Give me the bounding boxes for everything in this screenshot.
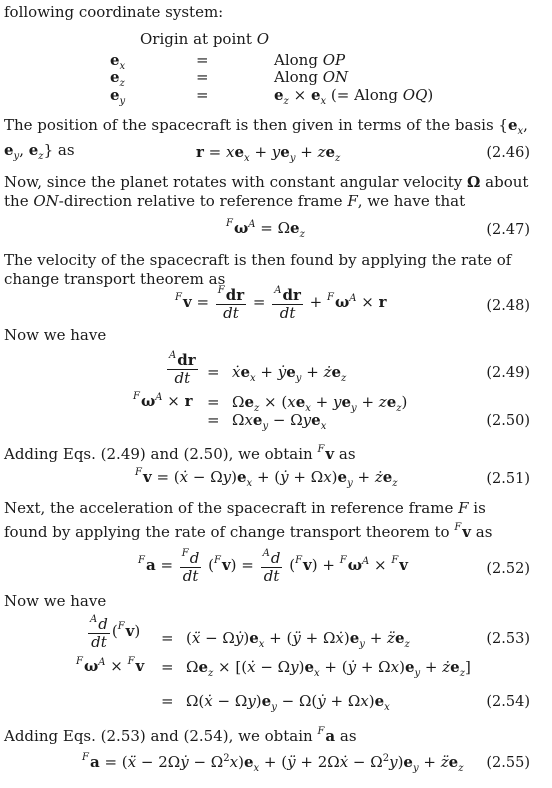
equation-2-50-eq1: = (207, 393, 220, 411)
paragraph-angular-velocity: Now, since the planet rotates with constant angular velocity Ω about the ON-direction relative to reference frame F, we have that (4, 173, 529, 210)
equation-2-54-eq2: = (161, 692, 174, 710)
eqno-2-54: (2.54) (486, 694, 530, 710)
equation-2-53-rhs: (ẍ − $\Omega ẏ)e_x$ + (ÿ + $\Omega ẋ)e_y$ + $z̈e_z$ (186, 629, 410, 650)
eqno-2-51: (2.51) (486, 471, 530, 487)
eqno-2-46: (2.46) (486, 145, 530, 161)
eqno-2-53: (2.53) (486, 631, 530, 647)
equation-2-54-lhs: $^F\omega^A \times ^Fv$ (76, 656, 145, 675)
paragraph-adding-2: Adding Eqs. (2.53) and (2.54), we obtain $^F$a as (4, 726, 357, 745)
eqno-2-52: (2.52) (486, 561, 530, 577)
equation-2-49-rhs: ẋe$_x$ + ẏe$_y$ + $że_z$ (232, 363, 347, 384)
basis-row-ey: $e_y$ (110, 86, 126, 107)
equation-2-46: $r = xe_x + ye_y + ze_z$ (196, 143, 341, 164)
basis-desc-ey: $e_z \times e_x$ (= Along OQ) (274, 86, 434, 107)
equation-2-50-lhs: $^F\omega^A \times r$ (133, 391, 193, 410)
paragraph-now-we-have-1: Now we have (4, 326, 107, 344)
eqno-2-48: (2.48) (486, 298, 530, 314)
equation-2-53-eq: = (161, 629, 174, 647)
equation-2-50-eq2: = (207, 411, 220, 429)
origin-label: Origin at point O (140, 30, 270, 48)
equation-2-54-rhs2: Ω(ẋ − $\Omega y)e_y$ − Ω(ẏ + $\Omega x)e_x$ (186, 692, 390, 713)
equation-2-47: $^F\omega^A = \Omega e_z$ (226, 218, 305, 240)
equation-2-48: $^F$v = $\frac{^Fdr}{dt}$ = $\frac{^Adr}{dt}$ + $^F\omega^A \times r$ (175, 285, 387, 322)
paragraph-now-we-have-2: Now we have (4, 592, 107, 610)
basis-eq-ey: = (196, 86, 209, 104)
basis-eq-ez: = (196, 68, 209, 86)
equation-2-54-rhs1: $\Omega e_z$ × [(ẋ − $\Omega y)e_x$ + (ẏ + $\Omega x)e_y$ + $że_z$] (186, 658, 471, 679)
equation-2-50-rhs1: $\Omega e_z \times (xe_x + ye_y + ze_z)$ (232, 393, 408, 414)
equation-2-52: $^F$a = $\frac{^Fd}{dt}$ ($^F$v) = $\frac{^Ad}{dt}$ $(^Fv) + ^F\omega^A \times ^Fv$ (138, 548, 408, 585)
paragraph-position: The position of the spacecraft is then given in terms of the basis {$e_x$, $e_y$, $e_z$} as (4, 116, 528, 162)
eqno-2-47: (2.47) (486, 222, 530, 238)
basis-row-ez: $e_z$ (110, 68, 125, 89)
eqno-2-49: (2.49) (486, 365, 530, 381)
basis-desc-ez: Along ON (274, 68, 349, 86)
intro-text: following coordinate system: (4, 3, 224, 21)
basis-desc-ex: Along OP (274, 51, 346, 69)
paragraph-acceleration: Next, the acceleration of the spacecraft in reference frame F is found by applying the rate of change transport theorem to $^F$v as (4, 499, 493, 541)
equation-2-53-lhs: $\frac{^Ad}{dt}$ ($^F$v) (90, 614, 141, 651)
eqno-2-50: (2.50) (486, 413, 530, 429)
eqno-2-55: (2.55) (486, 755, 530, 771)
basis-row-ex: $e_x$ (110, 51, 126, 72)
equation-2-49-eq: = (207, 363, 220, 381)
equation-2-51: $^F$v = (ẋ − $\Omega y)e_x$ + (ẏ + $\Omega x)e_y$ + $że_z$ (135, 467, 398, 489)
equation-2-50-rhs2: Ωxe$_y$ − Ωye$_x$ (232, 411, 327, 432)
paragraph-adding-1: Adding Eqs. (2.49) and (2.50), we obtain $^F$v as (4, 444, 356, 463)
paragraph-velocity: The velocity of the spacecraft is then found by applying the rate of change transport theorem as (4, 251, 512, 288)
basis-eq-ex: = (196, 51, 209, 69)
equation-2-49-lhs: $\frac{^Adr}{dt}$ (169, 350, 196, 387)
equation-2-54-eq1: = (161, 658, 174, 676)
equation-2-55: $^F$a = (ẍ − 2Ωẏ − $\Omega^2x)e_x$ + (ÿ + 2Ωẋ − $\Omega^2y)e_y$ + $z̈e_z$ (82, 752, 464, 774)
